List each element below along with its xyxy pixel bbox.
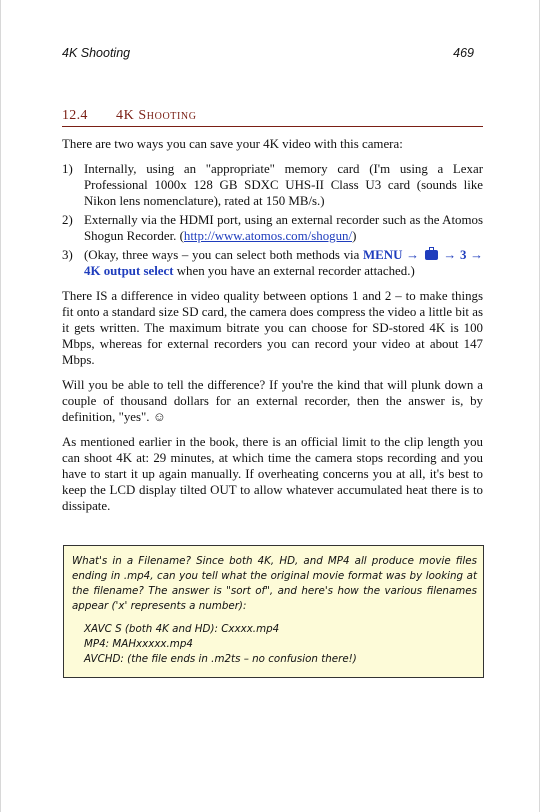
list-text: ) (352, 229, 357, 243)
list-item (62, 247, 483, 279)
page-number: 469 (453, 46, 474, 60)
arrow-icon: → (470, 248, 483, 262)
chapter-title: 4K Shooting (62, 46, 131, 60)
atomos-link[interactable]: http://www.atomos.com/shogun/ (183, 229, 353, 243)
list-number: 2) (62, 213, 73, 227)
running-header (62, 46, 474, 64)
filename-line: AVCHD: (the file ends in .m2ts – no confusion there!) (84, 653, 357, 665)
toolbox-icon (425, 250, 438, 260)
arrow-icon: → (443, 248, 457, 262)
filename-note-box (63, 545, 484, 678)
section-heading (62, 108, 483, 127)
paragraph-clip-limit: As mentioned earlier in the book, there is an official limit to the clip length you can shoot 4K at: 29 minutes, at which time the camera stops recording and you have to start it up again manually. If overheating concerns you at all, it's best to keep the LCD display tilted OUT to allow whatever accumulated heat there is to dissipate. (62, 435, 483, 513)
filename-line: MP4: MAHxxxxx.mp4 (84, 638, 193, 650)
list-text: Externally via the HDMI port, using an external recorder such as the Atomos Shogun Recorder. ( (84, 213, 483, 243)
arrow-icon: → (406, 248, 419, 262)
note-text: What's in a Filename? Since both 4K, HD, and MP4 all produce movie files ending in .mp4, can you tell what the original movie format was by looking at the filename? The answer is "sort of", and here's how the various filenames appear ('x' represents a number): (72, 555, 477, 612)
paragraph-quality: There IS a difference in video quality between options 1 and 2 – to make things fit onto a standard size SD card, the camera does compress the video a little bit as it gets written. The maximum bitrate you can choose for SD-stored 4K is 100 Mbps, whereas for external recorders you can record your video at about 147 Mbps. (62, 289, 483, 367)
list-item (62, 161, 483, 209)
list-text: (Okay, three ways – you can select both methods via (84, 248, 364, 262)
list-text: when you have an external recorder attached.) (173, 264, 415, 278)
menu-path-item: 4K output select (84, 264, 174, 278)
numbered-list (62, 161, 483, 279)
list-number: 1) (62, 162, 73, 176)
menu-path-menu: MENU (363, 248, 403, 262)
filename-list (72, 622, 477, 667)
list-item (62, 212, 483, 244)
intro-paragraph: There are two ways you can save your 4K video with this camera: (62, 137, 403, 151)
list-number: 3) (62, 248, 73, 262)
paragraph-difference: Will you be able to tell the difference? If you're the kind that will plunk down a couple of thousand dollars for an external recorder, then the answer is, by definition, "yes". ☺ (62, 378, 483, 424)
filename-line: XAVC S (both 4K and HD): Cxxxx.mp4 (84, 623, 280, 635)
section-number: 12.4 (62, 108, 88, 123)
section-title: 4K Shooting (116, 108, 197, 123)
page-edge-left (0, 0, 1, 812)
body-text (62, 136, 483, 523)
list-text: Internally, using an "appropriate" memory card (I'm using a Lexar Professional 1000x 128 GB SDXC UHS-II Class U3 card (sounds like Nikon lens nomenclature), rated at 150 MB/s.) (84, 162, 483, 208)
menu-path-number: 3 (459, 248, 467, 262)
